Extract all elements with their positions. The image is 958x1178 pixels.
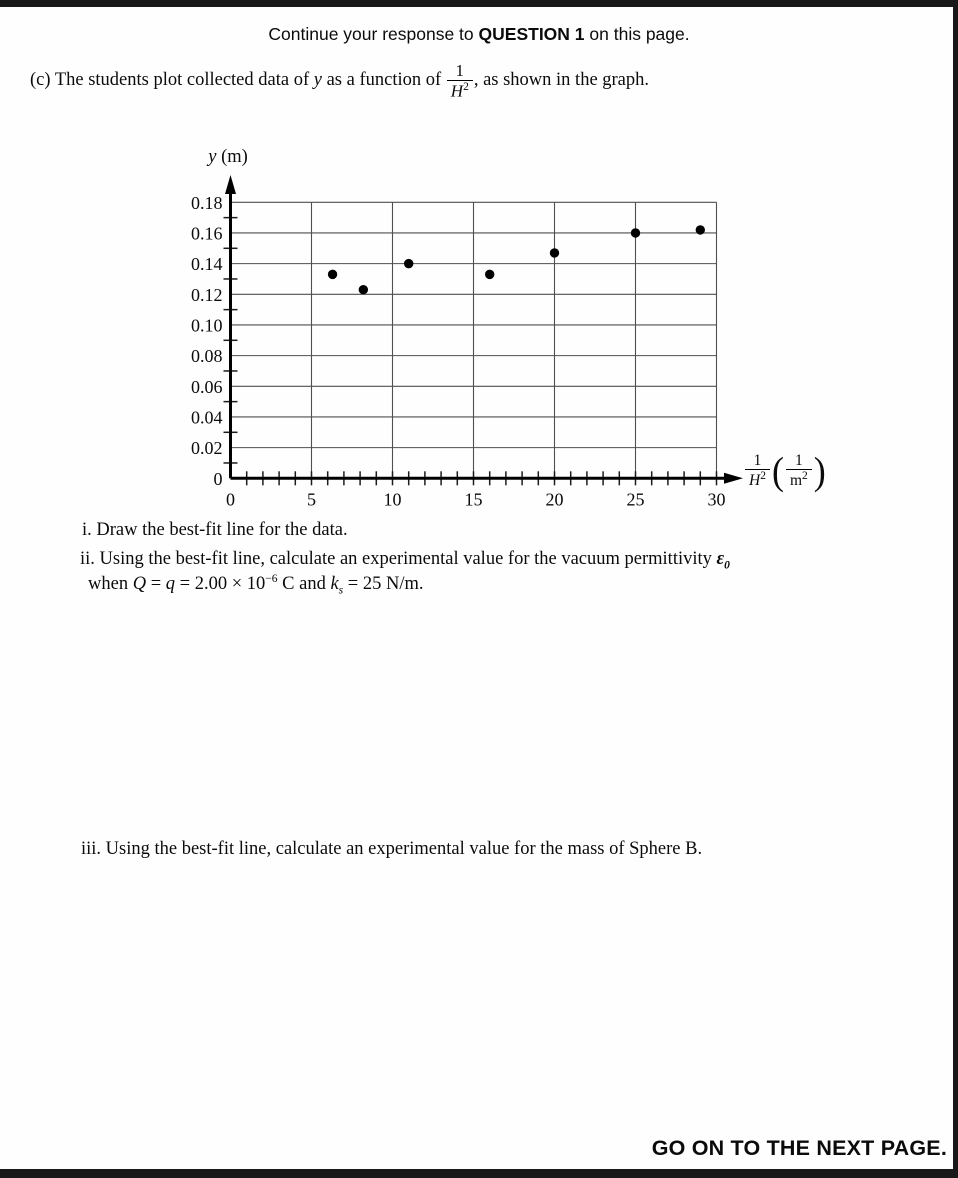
fraction-den-exponent: 2 [463,81,469,94]
instruction-ii [80,549,730,572]
svg-text:10: 10 [383,489,402,510]
unit-coulomb-and: C and [277,574,331,595]
exponent: −6 [265,573,278,585]
svg-text:0.10: 0.10 [191,315,223,336]
data-point [696,225,705,234]
svg-text:0.08: 0.08 [191,346,223,367]
svg-text:0.12: 0.12 [191,284,223,305]
y-axis-label-unit: (m) [216,147,248,167]
svg-text:0: 0 [213,468,223,489]
page-header [0,24,958,45]
grid-lines [231,202,717,478]
data-point [359,285,368,294]
svg-text:0: 0 [226,489,235,510]
variable-y: y [313,70,322,91]
data-point [485,270,494,279]
part-c-prefix: (c) The students plot collected data of [30,70,314,91]
x-axis-frac-num: 1 [753,452,762,469]
page-border-top [0,0,958,7]
fraction-numerator: 1 [455,61,465,80]
ks-value-text: = 25 N/m. [343,574,424,595]
epsilon-symbol: $\varepsilon_0$ [716,549,730,572]
equals-sign: = [146,574,166,595]
variable-Q: Q [132,574,147,595]
instruction-ii-text: ii. Using the best-fit line, calculate an experimental value for the vacuum permittivity [80,549,717,569]
x-axis-frac-den [745,469,770,490]
fraction-den-base: H [450,81,464,101]
svg-text:0.18: 0.18 [191,192,223,213]
svg-text:0.06: 0.06 [191,376,223,397]
svg-text:0.14: 0.14 [191,254,223,275]
svg-text:25: 25 [626,489,645,510]
x-axis-frac-den-exp: 2 [760,470,766,483]
header-suffix: on this page. [584,24,690,44]
x-axis-arrow [724,473,743,484]
header-prefix: Continue your response to [268,24,479,44]
part-c-statement [30,61,649,101]
close-paren: ) [813,448,826,493]
axes [225,175,743,484]
open-paren: ( [771,448,784,493]
header-question-number: QUESTION 1 [478,24,585,44]
x-axis-fraction [745,452,770,490]
y-axis-arrow [225,175,236,194]
x-axis-unit-num: 1 [794,452,803,469]
svg-text:5: 5 [307,489,316,510]
value-text: = 2.00 × 10 [175,574,266,595]
data-point [631,228,640,237]
axis-ticks [224,218,717,486]
svg-text:30: 30 [707,489,726,510]
part-c-suffix: , as shown in the graph. [473,70,650,91]
page-border-bottom [0,1169,958,1178]
instruction-ii-continued [88,573,423,597]
y-axis-label [168,147,288,168]
y-axis-label-var: y [208,147,217,167]
data-point [550,248,559,257]
x-axis-frac-den-base: H [749,472,761,490]
tick-labels [191,193,726,509]
fraction-denominator [447,80,473,101]
x-axis-unit-den-exp: 2 [802,470,808,483]
instruction-i: i. Draw the best-fit line for the data. [82,520,348,540]
data-point [328,270,337,279]
variable-ks: $k_s$ [330,574,344,597]
svg-text:15: 15 [464,489,483,510]
x-axis-unit-fraction [786,452,812,490]
data-points [328,225,705,294]
svg-text:20: 20 [545,489,564,510]
fraction-one-over-H-squared [447,61,473,101]
data-point [404,259,413,268]
when-text: when [88,574,133,595]
svg-text:0.04: 0.04 [191,407,223,428]
part-c-middle: as a function of [321,70,446,91]
variable-q: q [165,574,176,595]
footer-go-on-text: GO ON TO THE NEXT PAGE. [651,1136,947,1160]
instruction-iii: iii. Using the best-fit line, calculate an experimental value for the mass of Sphere B. [81,839,703,859]
svg-text:0.16: 0.16 [191,223,223,244]
x-axis-unit-den [786,469,812,490]
x-axis-label [744,448,827,493]
svg-text:0.02: 0.02 [191,438,223,459]
x-axis-unit-den-base: m [789,472,803,490]
